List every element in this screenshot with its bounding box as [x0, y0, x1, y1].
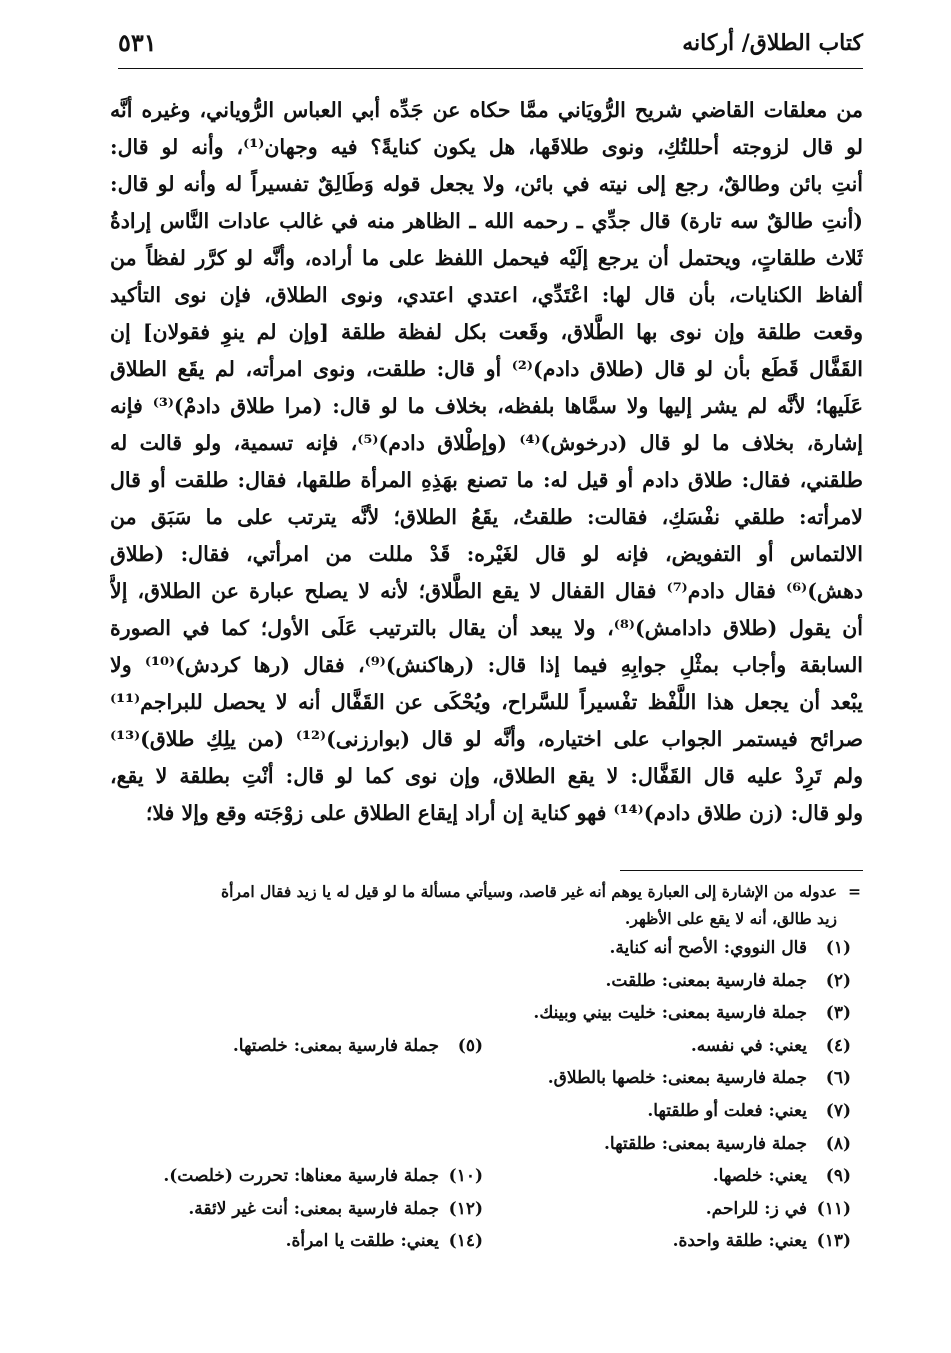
footnote-text: جملة فارسية معناها: تحررت (خلصت). — [163, 1166, 439, 1187]
footnote — [188, 1193, 483, 1226]
continuation-line: زيد طالق، أنه لا يقع على الأظهر. — [624, 909, 837, 928]
footnote-number: (١٢) — [448, 1198, 483, 1219]
footnote-text: يعني: في نفسه. — [690, 1035, 807, 1056]
footnote-text: جملة فارسية بمعنى: طلقت. — [605, 970, 807, 991]
text-line: وقعت طلقة وإن نوى بها الطَّلاق، وقَعت بكل لفظة طلقة [وإن لم ينوِ فقولان] إن — [110, 320, 863, 344]
footnote — [548, 1062, 851, 1095]
footnote-row — [110, 932, 863, 965]
footnote-row — [110, 1160, 863, 1193]
text-line: ألفاظ الكنايات، بأن قال لها: اعْتَدِّي، اعتدي اعتدي، ونوى الطلاق، فإن نوى التأكيد — [110, 283, 863, 307]
footnote-number: (٤) — [825, 1035, 851, 1056]
footnote-text: يعني: فعلت أو طلقتها. — [647, 1100, 807, 1121]
footnote — [691, 1030, 851, 1063]
footnote-text: جملة فارسية بمعنى: خليت بيني وبينك. — [533, 1003, 807, 1024]
footnote-text: في ز: للراحم. — [705, 1198, 807, 1219]
footnote-number: (٧) — [825, 1100, 851, 1121]
footnote — [713, 1160, 851, 1193]
running-header — [118, 28, 863, 69]
text-line: دهش)⁽⁶⁾ فقال دادم⁽⁷⁾ فقال القفال لا يقع الطَّلاق؛ لأنه لا يصلح عبارة عن الطلاق، إلاَّ — [110, 579, 863, 603]
page-number: ٥٣١ — [118, 28, 157, 57]
footnote-number: (٨) — [825, 1133, 851, 1154]
footnote — [604, 1128, 851, 1161]
footnote-continuation — [110, 878, 863, 932]
footnote-row — [110, 1030, 863, 1063]
footnote-text: جملة فارسية بمعنى: خلصتها. — [232, 1035, 439, 1056]
footnote-text: يعني: طلقة واحدة. — [672, 1231, 807, 1252]
footnote — [233, 1030, 483, 1063]
footnote — [647, 1095, 851, 1128]
main-text — [110, 92, 863, 832]
footnote-separator — [620, 870, 863, 871]
text-line: لامرأته: طلقي نفْسَكِ، فقالت: طلقتُ، يقَعُ الطلاق؛ لأنَّه يترتب على ما سَبَق من — [110, 505, 863, 529]
footnote-text: يعني: خلصها. — [712, 1166, 807, 1187]
text-line: أن يقول (طلاق دادامش)⁽⁸⁾، ولا يبعد أن يقال بالترتيب عَلَى الأول؛ كما في الصورة — [110, 616, 863, 640]
footnote-number: (٢) — [825, 970, 851, 991]
footnote-number: (٦) — [825, 1068, 851, 1089]
continuation-line: عدوله من الإشارة إلى العبارة يوهم أنه غير قاصد، وسيأتي مسألة ما لو قيل له يا زيد فقال امرأة — [221, 882, 837, 901]
footnote-text: جملة فارسية بمعنى: طلقتها. — [604, 1133, 807, 1154]
footnote-number: (١٠) — [448, 1166, 483, 1187]
text-line: ثَلاث طلقاتٍ، ويحتمل أن يرجع إلَيْه فيحمل اللفظ على ما أراده، وأنَّه لو كرَّر لفظاً من — [110, 246, 863, 270]
footnote-text: يعني: طلقت يا امرأة. — [285, 1231, 439, 1252]
footnote-row — [110, 1062, 863, 1095]
footnote-number: (١٣) — [816, 1231, 851, 1252]
footnote-text: جملة فارسية بمعنى: خلصها بالطلاق. — [547, 1068, 807, 1089]
footnote-list — [110, 932, 863, 1258]
footnote-number: (١١) — [816, 1198, 851, 1219]
footnote — [673, 1225, 851, 1258]
text-line: يبْعد أن يجعل هذا اللَّفْظ تفْسيراً للسَّراح، ويُحْكَى عن القَفَّال أنه لا يحصل للبراجم⁽¹¹⁾ — [110, 690, 863, 714]
text-line: ولم تَرِدْ عليه قال القَفَّال: لا يقع الطلاق، وإن نوى كما لو قال: أنْتِ بطلقة لا يقع، — [110, 764, 863, 788]
footnote — [533, 997, 851, 1030]
text-line: لو قال لزوجته أحللتُكِ، ونوى طلاقَها، هل يكون كنايةً؟ فيه وجهان⁽¹⁾، وأنه لو قال: — [110, 135, 863, 159]
text-line: إشارة، بخلاف ما لو قال (درخوش)⁽⁴⁾ (وإطْلاق دادم)⁽⁵⁾، فإنه تسمية، ولو قالت له — [110, 431, 863, 455]
footnote-row — [110, 965, 863, 998]
text-line: (أنتِ طالقٌ سه تارة) قال جدِّي ـ رحمه الله ـ الظاهر منه في غالب عادات النَّاس إرادةُ — [110, 209, 863, 233]
text-line: أنتِ بائن وطالقٌ، رجع إلى نيته في بائن، ولا يجعل قوله وَطَالِقٌ تفسيراً له وأنه لو قال: — [110, 172, 863, 196]
footnote-text: قال النووي: الأصح أنه كناية. — [609, 938, 807, 958]
footnote — [706, 1193, 851, 1226]
text-line: السابقة وأجاب بمثْلِ جوابِهِ فيما إذا قال: (رهاكنش)⁽⁹⁾، فقال (رها كردش)⁽¹⁰⁾ ولا — [110, 653, 863, 677]
text-line: عَلَيها؛ لأنَّه لم يشر إليها ولا سمَّاها بلفظه، بخلاف ما لو قال: (مرا طلاق دادمْ)⁽³⁾ فإنه — [110, 394, 863, 418]
footnote-number: (٥) — [457, 1035, 483, 1056]
text-line: طلقني، فقال: طلاق دادم أو قيل له: ما تصنع بهَذِهِ المرأة طلقها، فقال: طلقت أو قال — [110, 468, 863, 492]
footnote-number: (٩) — [825, 1166, 851, 1187]
footnote — [163, 1160, 483, 1193]
text-line: من معلقات القاضي شريح الرُّويَاني ممَّا حكاه عن جَدِّه أبي العباس الرُّوياني، وغيره أنَّه — [110, 98, 863, 122]
text-line: صرائح فيستمر الجواب على اختياره، وأنَّه لو قال (بوارزنى)⁽¹²⁾ (من يلِكِ طلاق)⁽¹³⁾ — [110, 727, 863, 751]
footnote — [609, 932, 851, 965]
footnote-number: (١) — [825, 938, 851, 958]
footnote-row — [110, 1128, 863, 1161]
footnote — [605, 965, 851, 998]
text-line: الالتماس أو التفويض، فإنه لو قال لغَيْره: قَدْ مللت من امرأتي، فقال: (طلاق — [110, 542, 863, 566]
continuation-marker: = — [848, 882, 861, 901]
footnote-row — [110, 1225, 863, 1258]
text-line: ولو قال: (زن طلاق دادم)⁽¹⁴⁾ فهو كناية إن أراد إيقاع الطلاق على زوْجَته وقع وإلا فلا؛ — [145, 801, 863, 825]
footnote-text: جملة فارسية بمعنى: أنت غير لائقة. — [188, 1198, 439, 1219]
footnote-row — [110, 1095, 863, 1128]
footnote-number: (٣) — [825, 1003, 851, 1024]
footnote-number: (١٤) — [448, 1231, 483, 1252]
footnote-row — [110, 1193, 863, 1226]
footnote — [286, 1225, 483, 1258]
text-line: القَفَّال قَطَع بأن لو قال (طلاق دادم)⁽²⁾ أو قال: طلقت، ونوى امرأته، لم يقَع الطلاق — [110, 357, 863, 381]
chapter-title: كتاب الطلاق/ أركانه — [682, 30, 863, 56]
footnotes — [110, 878, 863, 1258]
footnote-row — [110, 997, 863, 1030]
